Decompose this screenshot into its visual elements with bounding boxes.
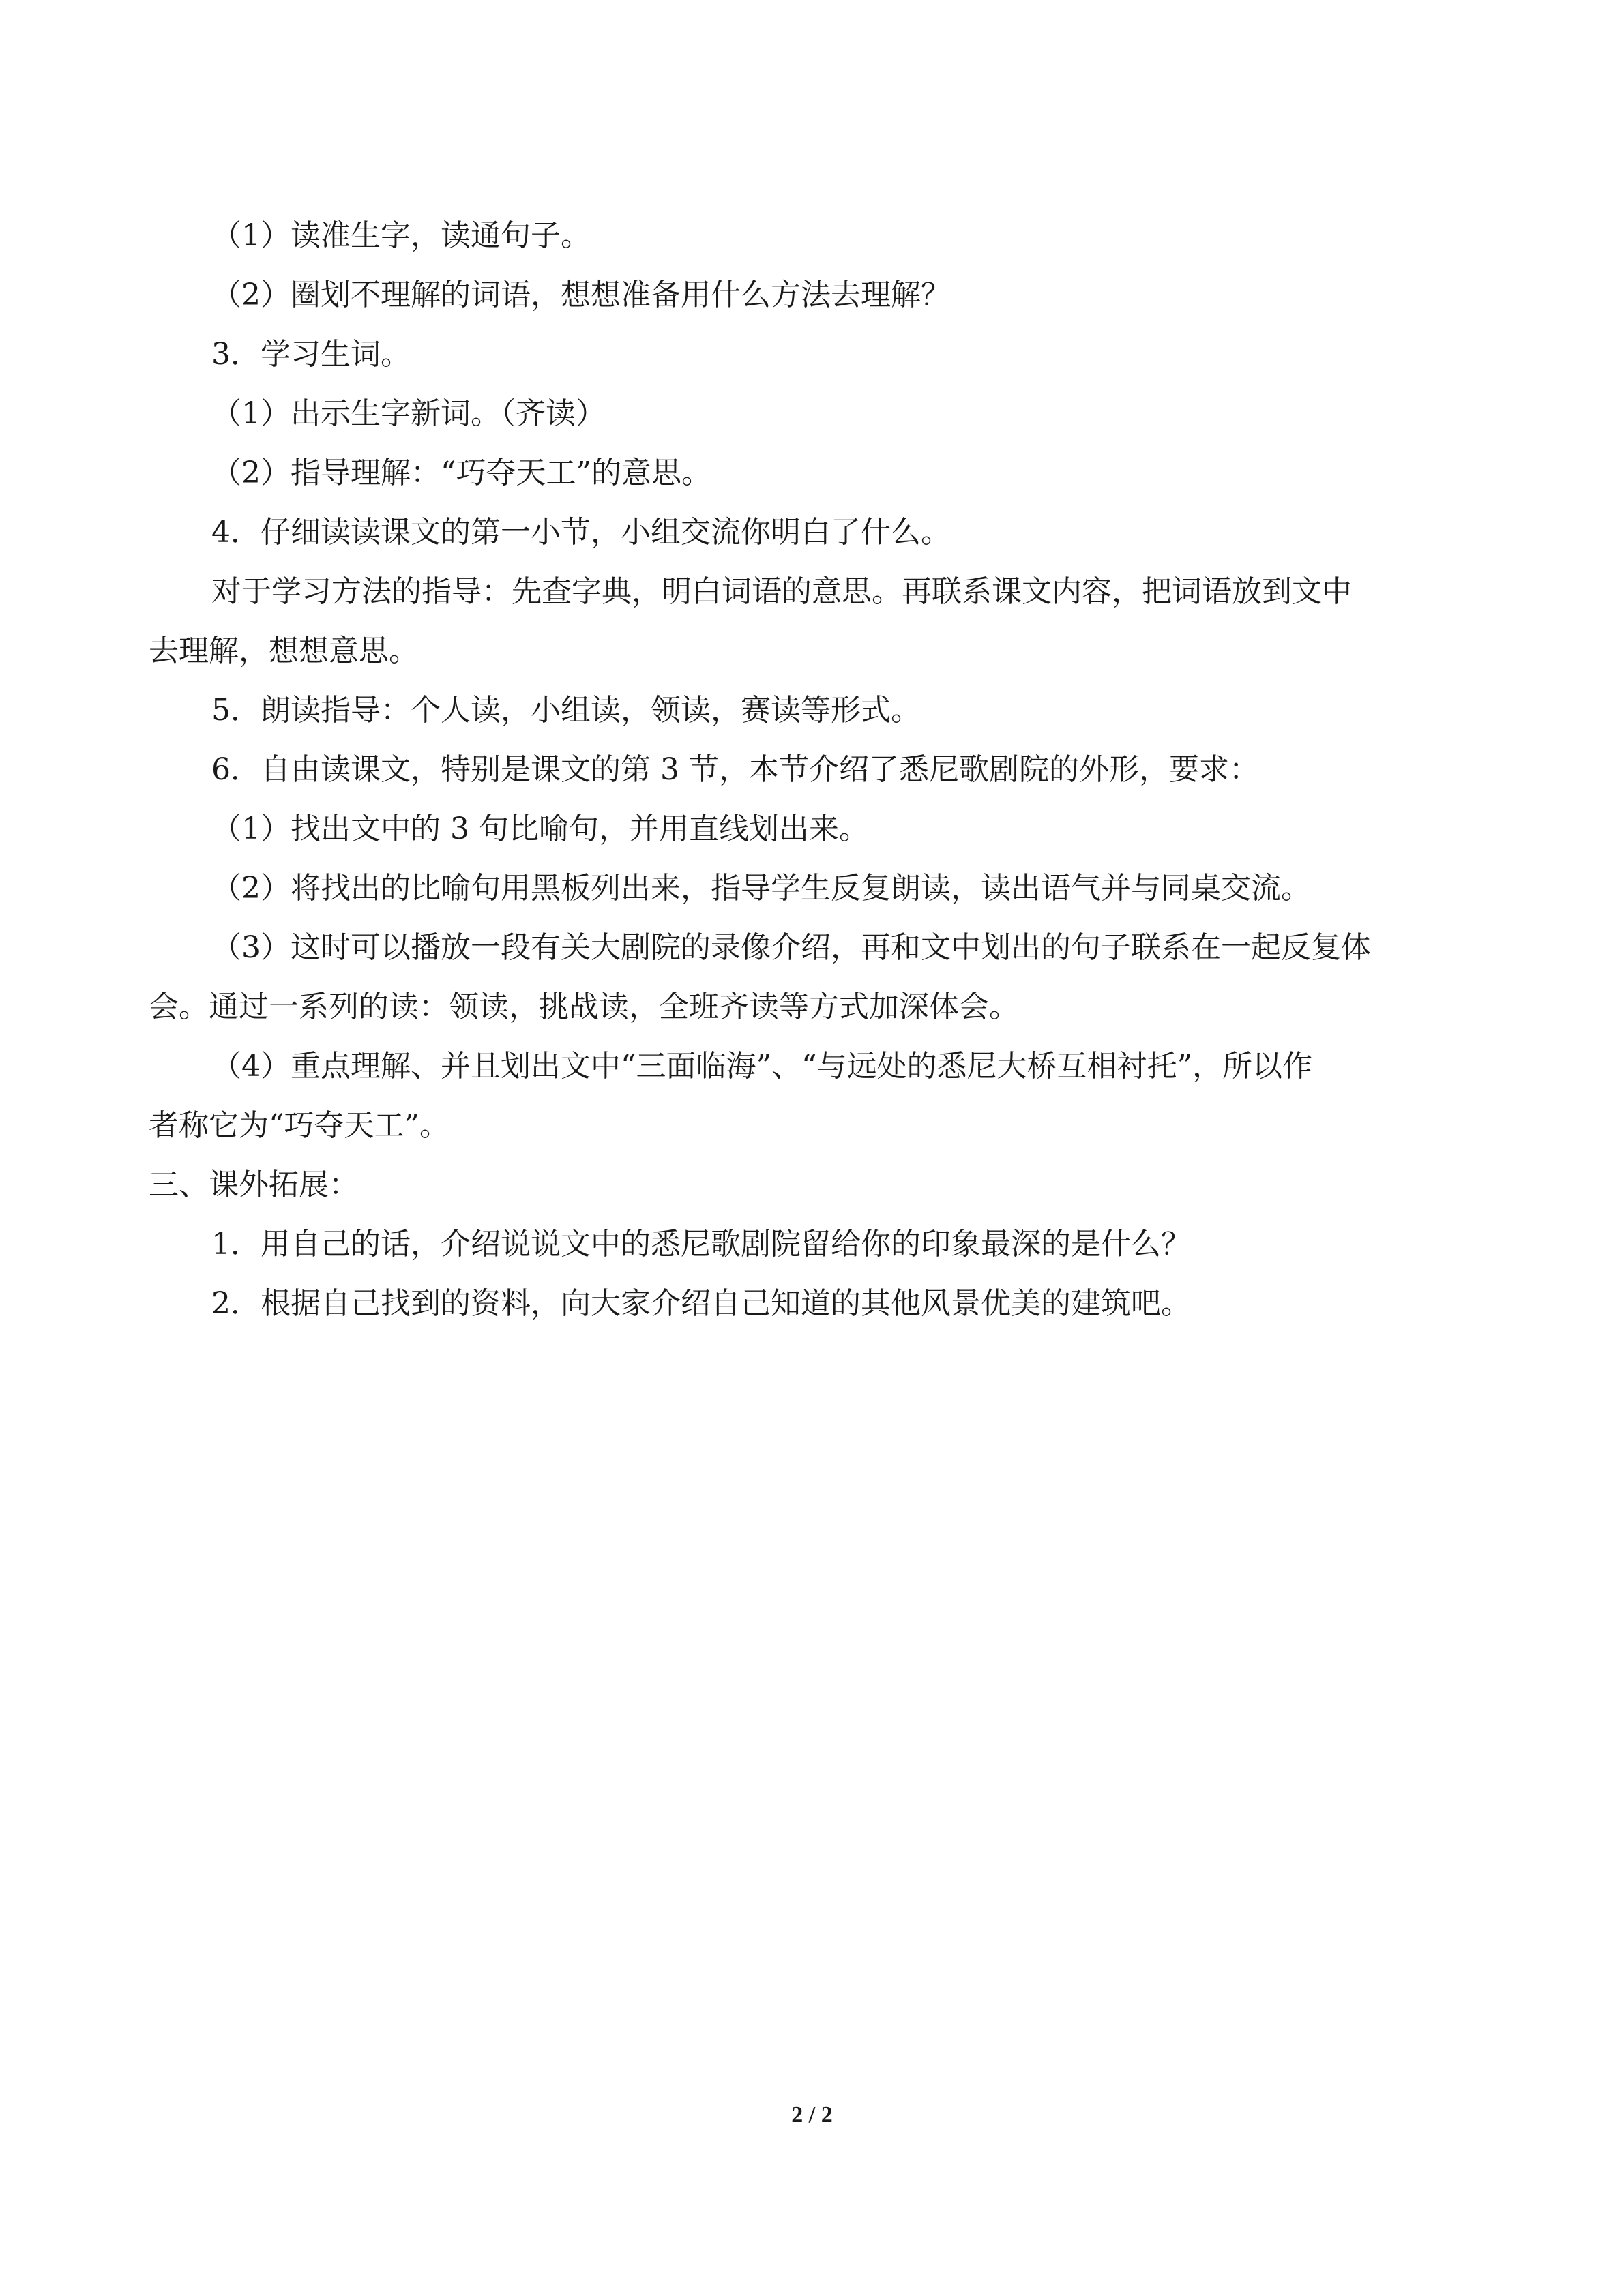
text-line: 1．用自己的话，介绍说说文中的悉尼歌剧院留给你的印象最深的是什么？: [211, 1227, 1191, 1262]
text-line: 去理解，想想意思。: [149, 633, 419, 668]
text-line: 3．学习生词。: [211, 337, 411, 372]
page-number: 2 / 2: [791, 2102, 833, 2128]
text-line: （1）找出文中的 3 句比喻句，并用直线划出来。: [211, 811, 869, 846]
section-heading: 三、课外拓展：: [149, 1167, 359, 1202]
text-line: （1）出示生字新词。（齐读）: [211, 396, 606, 431]
text-line: （2）将找出的比喻句用黑板列出来，指导学生反复朗读，读出语气并与同桌交流。: [211, 871, 1311, 906]
text-line: （4）重点理解、并且划出文中“三面临海”、“与远处的悉尼大桥互相衬托”，所以作: [211, 1049, 1312, 1084]
text-line: 对于学习方法的指导：先查字典，明白词语的意思。再联系课文内容，把词语放到文中: [211, 574, 1352, 609]
text-line: 4．仔细读读课文的第一小节，小组交流你明白了什么。: [211, 515, 951, 550]
text-line: （1）读准生字，读通句子。: [211, 218, 591, 253]
text-line: （3）这时可以播放一段有关大剧院的录像介绍，再和文中划出的句子联系在一起反复体: [211, 930, 1371, 965]
text-line: 6．自由读课文，特别是课文的第 3 节，本节介绍了悉尼歌剧院的外形，要求：: [211, 752, 1259, 787]
text-line: 会。通过一系列的读：领读，挑战读，全班齐读等方式加深体会。: [149, 989, 1019, 1024]
text-line: （2）圈划不理解的词语，想想准备用什么方法去理解？: [211, 278, 951, 312]
text-line: 5．朗读指导：个人读，小组读，领读，赛读等形式。: [211, 693, 921, 728]
text-line: 者称它为“巧夺天工”。: [149, 1108, 449, 1143]
text-line: 2．根据自己找到的资料，向大家介绍自己知道的其他风景优美的建筑吧。: [211, 1286, 1191, 1321]
text-line: （2）指导理解：“巧夺天工”的意思。: [211, 456, 711, 490]
